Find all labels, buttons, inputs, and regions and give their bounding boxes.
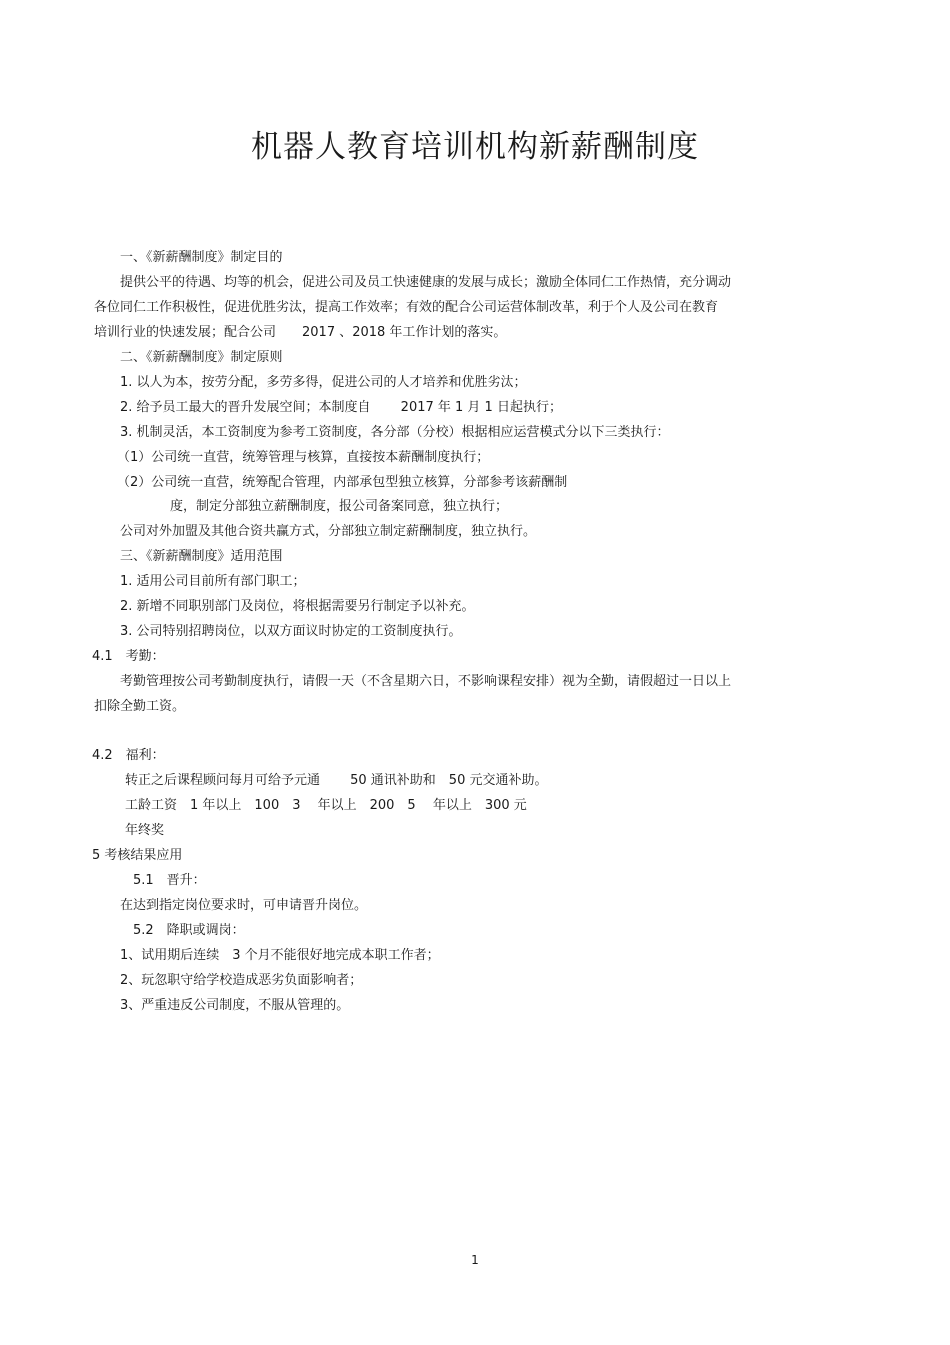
section-3-heading: 三、《新薪酬制度》适用范围 [120,549,283,564]
section-4-1-heading: 4.1 考勤： [92,649,165,664]
section-4-2-item-2: 工龄工资 1 年以上 100 3 年以上 200 5 年以上 300 元 [125,798,527,813]
section-4-2-item-1: 转正之后课程顾问每月可给予元通 50 通讯补助和 50 元交通补助。 [125,773,548,788]
section-1-heading: 一、《新薪酬制度》制定目的 [120,250,283,265]
section-4-2-item-3: 年终奖 [125,823,165,838]
section-2-heading: 二、《新薪酬制度》制定原则 [120,350,283,365]
section-5-2-item-2: 2、玩忽职守给学校造成恶劣负面影响者； [120,973,363,988]
section-3-item-1: 1. 适用公司目前所有部门职工； [120,574,306,589]
section-5-2-item-3: 3、严重违反公司制度，不服从管理的。 [120,998,350,1013]
page-number: 1 [471,1253,479,1267]
section-1-paragraph-line-1: 提供公平的待遇、均等的机会，促进公司及员工快速健康的发展与成长；激励全体同仁工作热情，充分调动 [120,275,732,290]
section-2-subitem-2: （2）公司统一直营，统筹配合管理，内部承包型独立核算，分部参考该薪酬制 [117,475,568,490]
section-2-subitem-1: （1）公司统一直营，统筹管理与核算，直接按本薪酬制度执行； [117,450,490,465]
section-5-1-paragraph: 在达到指定岗位要求时，可申请晋升岗位。 [120,898,368,913]
section-2-item-1: 1. 以人为本，按劳分配，多劳多得，促进公司的人才培养和优胜劣汰； [120,375,527,390]
section-5-heading: 5 考核结果应用 [92,848,183,863]
section-1-paragraph-line-2: 各位同仁工作积极性，促进优胜劣汰，提高工作效率；有效的配合公司运营体制改革，利于个人及公司在教育 [94,300,719,315]
section-2-subitem-2-continued: 度，制定分部独立薪酬制度，报公司备案同意，独立执行； [170,499,509,514]
section-3-item-3: 3. 公司特别招聘岗位，以双方面议时协定的工资制度执行。 [120,624,462,639]
section-5-1-heading: 5.1 晋升： [133,873,206,888]
section-4-2-heading: 4.2 福利： [92,748,165,763]
section-3-item-2: 2. 新增不同职别部门及岗位，将根据需要另行制定予以补充。 [120,599,475,614]
section-2-subitem-3: 公司对外加盟及其他合资共赢方式，分部独立制定薪酬制度，独立执行。 [120,524,537,539]
section-4-1-paragraph-line-1: 考勤管理按公司考勤制度执行，请假一天（不含星期六日，不影响课程安排）视为全勤，请假超过一日以上 [120,674,732,689]
section-5-2-heading: 5.2 降职或调岗： [133,923,245,938]
page-title: 机器人教育培训机构新薪酬制度 [251,129,699,165]
section-4-1-paragraph-line-2: 扣除全勤工资。 [94,699,186,714]
section-5-2-item-1: 1、试用期后连续 3 个月不能很好地完成本职工作者； [120,948,440,963]
section-2-item-3: 3. 机制灵活，本工资制度为参考工资制度，各分部（分校）根据相应运营模式分以下三类执行： [120,425,670,440]
section-1-paragraph-line-3: 培训行业的快速发展；配合公司 2017 、2018 年工作计划的落实。 [94,325,507,340]
section-2-item-2: 2. 给予员工最大的晋升发展空间；本制度自 2017 年 1 月 1 日起执行； [120,400,562,415]
